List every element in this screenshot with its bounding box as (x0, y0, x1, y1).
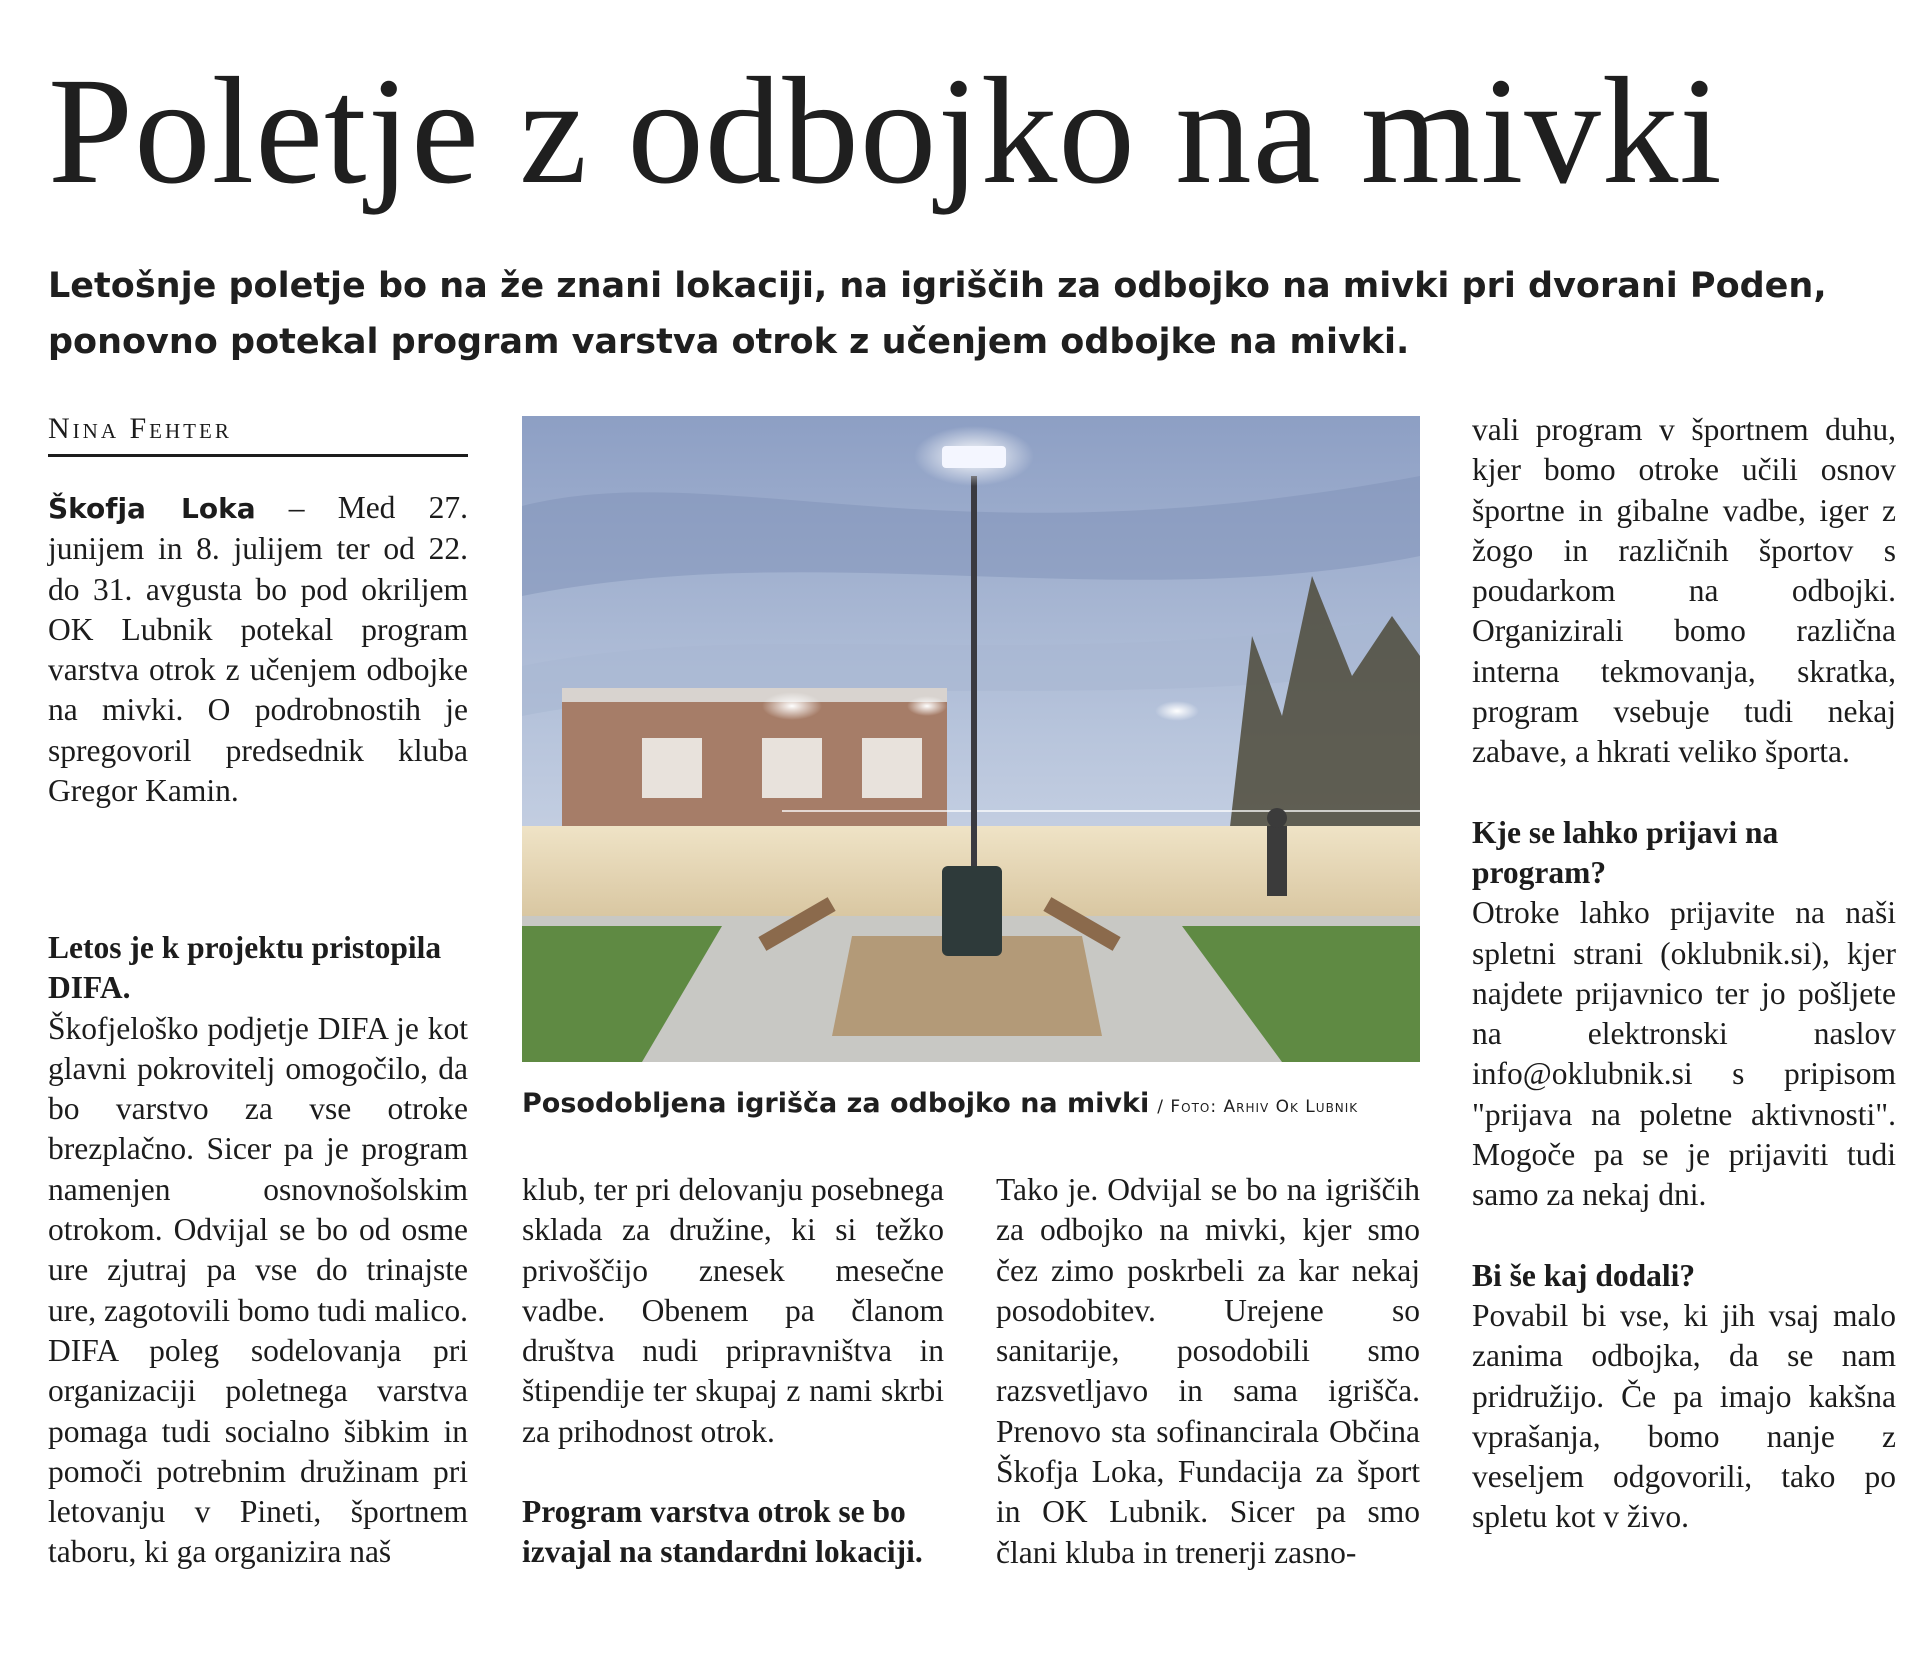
column-1 (48, 488, 468, 811)
dateline-place: Škofja Loka (48, 492, 256, 525)
headline: Poletje z odbojko na mivki (48, 47, 1723, 216)
answer-3: Otroke lahko prijavite na naši spletni strani (oklubnik.si), kjer najdete prijavnico ter jo pošljete na elektronski naslov info@oklubnik.si s pripisom "prijava na poletne aktivnosti". Mogoče pa se je prijaviti tudi samo za nekaj dni. (1472, 895, 1896, 1213)
answer-1: Škofjeloško podjetje DIFA je kot glavni pokrovitelj omogočilo, da bo varstvo za vse otroke brezplačno. Sicer pa je program namenjen osnovnošolskim otrokom. Odvijal se bo od osme ure zjutraj pa vse do trinajste ure, zagotovili bomo tudi malico. DIFA poleg sodelovanja pri organizaciji poletnega varstva pomaga tudi socialno šibkim in pomoči potrebnim družinam pri letovanju v Pineti, športnem taboru, ki ga organizira naš (48, 1010, 468, 1570)
column-3 (996, 1170, 1420, 1573)
column-4 (1472, 410, 1896, 1538)
question-2: Program varstva otrok se bo izvajal na standardni lokaciji. (522, 1494, 923, 1570)
answer-2-continued: vali program v športnem duhu, kjer bomo otroke učili osnov športne in gibalne vadbe, iger z žogo in različnih športov s poudarkom na odbojki. Organizirali bomo različna interna tekmovanja, skratka, program vsebuje tudi nekaj zabave, a hkrati veliko športa. (1472, 412, 1896, 770)
question-4: Bi še kaj dodali? (1472, 1257, 1696, 1293)
question-3: Kje se lahko prijavi na program? (1472, 814, 1779, 890)
spacer (1472, 773, 1896, 813)
photo-volleyball-courts (522, 416, 1420, 1062)
intro-paragraph (48, 488, 468, 811)
lead-paragraph: Letošnje poletje bo na že znani lokaciji, na igriščih za odbojko na mivki pri dvorani Poden, ponovno potekal program varstva otrok z učenjem odbojke na mivki. (48, 266, 1827, 362)
photo-caption (522, 1088, 1422, 1119)
answer-2: Tako je. Odvijal se bo na igriščih za odbojko na mivki, kjer smo čez zimo poskrbeli za kar nekaj posodobitev. Urejene so sanitarije, posodobili smo razsvetljavo in sama igrišča. Prenovo sta sofinancirala Občina Škofja Loka, Fundacija za šport in OK Lubnik. Sicer pa smo člani kluba in trenerji zasno- (996, 1172, 1420, 1570)
photo-credit: / Foto: Arhiv Ok Lubnik (1157, 1097, 1359, 1117)
spacer (1472, 1216, 1896, 1256)
answer-4: Povabil bi vse, ki jih vsaj malo zanima odbojka, da se nam pridružijo. Če pa imajo kakšna vprašanja, bomo nanje z veseljem odgovorili, tako po spletu kot v živo. (1472, 1297, 1896, 1535)
intro-text: – Med 27. junijem in 8. julijem ter od 22. do 31. avgusta bo pod okriljem OK Lubnik potekal program varstva otrok z učenjem odbojke na mivki. O podrobnostih je spregovoril predsednik kluba Gregor Kamin. (48, 490, 468, 809)
column-1-continued (48, 928, 468, 1573)
caption-text: Posodobljena igrišča za odbojko na mivki (522, 1088, 1150, 1119)
answer-1-continued: klub, ter pri delovanju posebnega sklada za družine, ki si težko privoščijo znesek mesečne vadbe. Obenem pa članom društva nudi pripravništva in štipendije ter skupaj z nami skrbi za prihodnost otrok. (522, 1172, 944, 1449)
byline: Nina Fehter (48, 412, 468, 457)
spacer (522, 1452, 944, 1492)
column-2 (522, 1170, 944, 1573)
question-1: Letos je k projektu pristopila DIFA. (48, 930, 442, 1006)
photo-illustration (522, 416, 1420, 1062)
